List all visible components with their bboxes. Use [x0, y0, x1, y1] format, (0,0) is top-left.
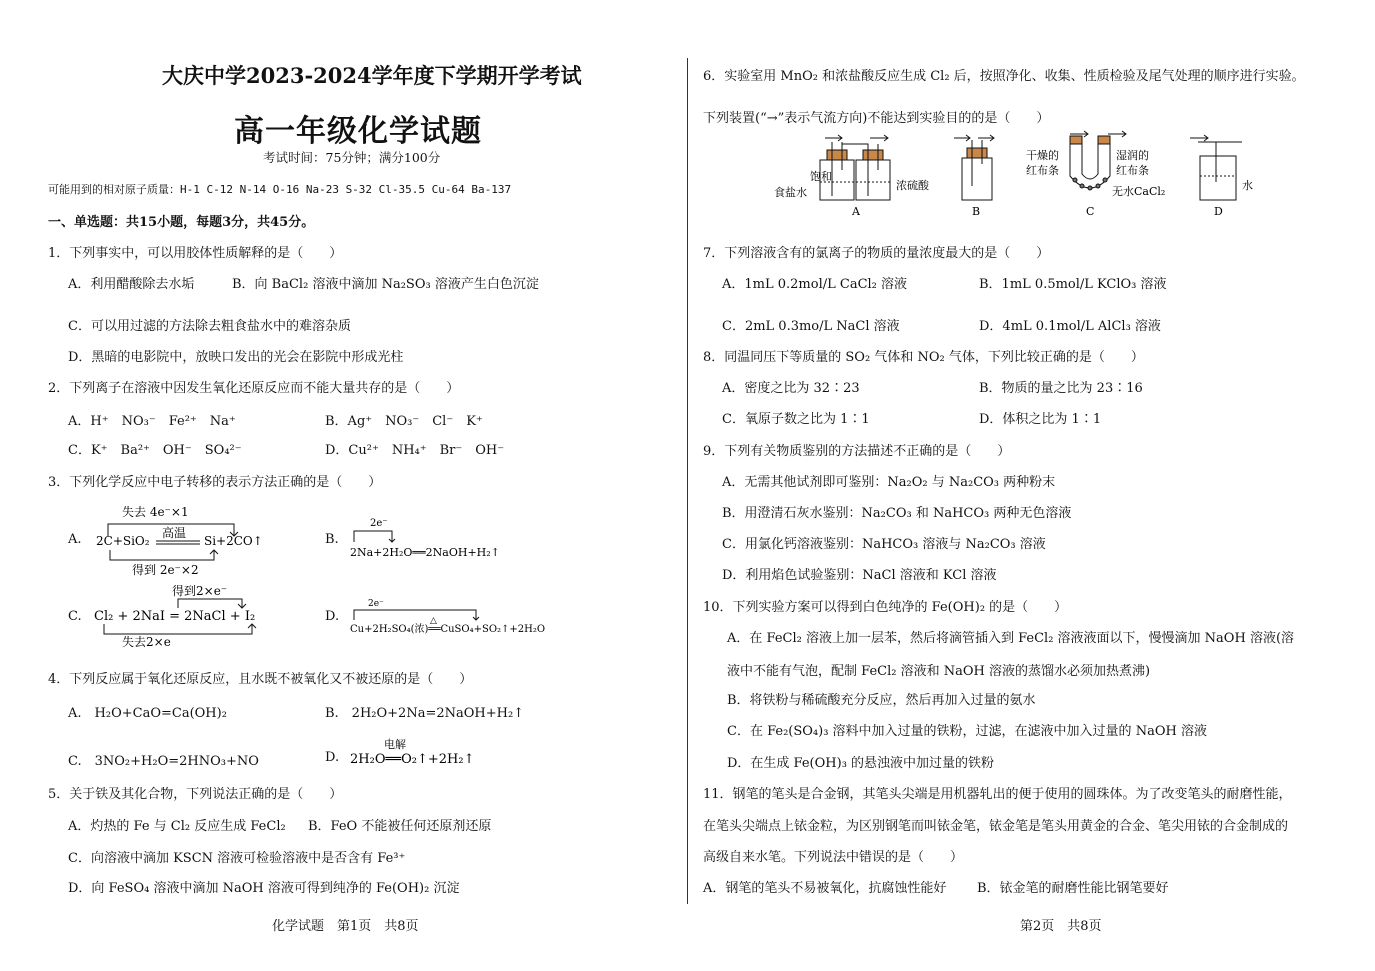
q3-b-equation: 2Na+2H₂O══2NaOH+H₂↑: [350, 546, 500, 559]
q3-stem: 3．下列化学反应中电子转移的表示方法正确的是（ ）: [48, 475, 382, 490]
q3-b-e-label: 2e⁻: [370, 518, 388, 529]
q6-c-label-3: 湿润的: [1116, 149, 1149, 162]
q3-a-cond: 高温: [162, 526, 187, 540]
q6-option-c: C: [1086, 205, 1095, 218]
q11-option-a: A．钢笔的笔头不易被氧化，抗腐蚀性能好: [703, 881, 947, 896]
q6-a-label-3: 浓硫酸: [896, 179, 929, 192]
q7-option-a: A．1mL 0.2mol/L CaCl₂ 溶液: [722, 277, 908, 292]
q11-line-2: 在笔头尖端点上铱金粒，为区别钢笔而叫铱金笔，铱金笔是笔头用黄金的合金、笔尖用铱的合金制成的: [703, 819, 1289, 834]
q6-stem: 6．实验室用 MnO₂ 和浓盐酸反应生成 Cl₂ 后，按照净化、收集、性质检验及尾气处理的顺序进行实验。: [703, 69, 1305, 84]
q4-option-a: A. H₂O+CaO=Ca(OH)₂: [68, 706, 227, 721]
q6-option-a: A: [852, 205, 860, 218]
q6-a-label-2: 食盐水: [774, 186, 807, 199]
q4-d-equation: 2H₂O══O₂↑+2H₂↑: [350, 752, 475, 767]
q2-option-d: D．Cu²⁺ NH₄⁺ Br⁻ OH⁻: [325, 443, 505, 458]
q2-stem: 2．下列离子在溶液中因发生氧化还原反应而不能大量共存的是（ ）: [48, 381, 460, 396]
q5-option-d: D．向 FeSO₄ 溶液中滴加 NaOH 溶液可得到纯净的 Fe(OH)₂ 沉淀: [68, 881, 460, 896]
q8-stem: 8．同温同压下等质量的 SO₂ 气体和 NO₂ 气体，下列比较正确的是（ ）: [703, 350, 1144, 365]
q8-option-a: A．密度之比为 32∶23: [722, 381, 860, 396]
q9-stem: 9．下列有关物质鉴别的方法描述不正确的是（ ）: [703, 444, 1011, 459]
q3-c-equation: Cl₂ + 2NaI = 2NaCl + I₂: [94, 609, 256, 624]
q11-line-3: 高级自来水笔。下列说法中错误的是（ ）: [703, 850, 964, 865]
q10-option-c: C．在 Fe₂(SO₄)₃ 溶料中加入过量的铁粉，过滤，在滤液中加入过量的 NaOH 溶液: [727, 724, 1207, 739]
q4-d-cond: 电解: [384, 738, 406, 751]
q5-option-a: A．灼热的 Fe 与 Cl₂ 反应生成 FeCl₂: [68, 819, 286, 834]
q3-d-cond: △: [430, 616, 437, 626]
q10-option-a-line-2: 液中不能有气泡，配制 FeCl₂ 溶液和 NaOH 溶液的蒸馏水必须加热煮沸): [727, 664, 1151, 679]
q1-option-b: B．向 BaCl₂ 溶液中滴加 Na₂SO₃ 溶液产生白色沉淀: [232, 277, 539, 292]
q3-option-b-label: B.: [325, 532, 339, 547]
q4-option-d-diagram: [348, 736, 508, 770]
q5-option-b: B．FeO 不能被任何还原剂还原: [308, 819, 492, 834]
q7-option-c: C．2mL 0.3mo/L NaCl 溶液: [722, 319, 900, 334]
q9-option-b: B．用澄清石灰水鉴别：Na₂CO₃ 和 NaHCO₃ 两种无色溶液: [722, 506, 1072, 521]
q3-a-eq-left: 2C+SiO₂: [96, 534, 150, 548]
q11-line-1: 11．钢笔的笔头是合金钢，其笔头尖端是用机器轧出的便于使用的圆珠体。为了改变笔头的耐磨性能，: [703, 787, 1292, 802]
section-heading: 一、单选题：共15小题，每题3分，共45分。: [48, 215, 315, 230]
q6-option-d: D: [1214, 205, 1223, 218]
q3-a-eq-right: Si+2CO↑: [204, 534, 263, 548]
q6-option-b: B: [972, 205, 981, 218]
q10-stem: 10．下列实验方案可以得到白色纯净的 Fe(OH)₂ 的是（ ）: [703, 600, 1068, 615]
q1-option-c: C．可以用过滤的方法除去粗食盐水中的难溶杂质: [68, 319, 351, 334]
page-divider: [687, 58, 688, 904]
q5-stem: 5．关于铁及其化合物，下列说法正确的是（ ）: [48, 787, 343, 802]
q6-stem-2: 下列装置(“→”表示气流方向)不能达到实验目的的是（ ）: [703, 111, 1050, 126]
q10-option-b: B．将铁粉与稀硫酸充分反应，然后再加入过量的氨水: [727, 693, 1036, 708]
school-title: 大庆中学2023-2024学年度下学期开学考试: [162, 63, 582, 88]
q3-option-b-diagram: [348, 514, 518, 564]
q6-d-label-1: 水: [1242, 179, 1253, 192]
q3-a-bottom-label: 得到 2e⁻×2: [132, 563, 199, 577]
q3-option-c-label: C.: [68, 609, 82, 624]
q3-d-equation: Cu+2H₂SO₄(浓)══CuSO₄+SO₂↑+2H₂O: [350, 624, 546, 635]
q11-option-b: B．铱金笔的耐磨性能比钢笔要好: [977, 881, 1169, 896]
q2-option-b: B．Ag⁺ NO₃⁻ Cl⁻ K⁺: [325, 414, 483, 429]
q1-option-a: A．利用醋酸除去水垢: [68, 277, 195, 292]
q7-option-d: D．4mL 0.1mol/L AlCl₃ 溶液: [979, 319, 1161, 334]
atomic-masses: 可能用到的相对原子质量：H-1 C-12 N-14 O-16 Na-23 S-32 Cl-35.5 Cu-64 Ba-137: [48, 183, 512, 196]
q9-option-a: A．无需其他试剂即可鉴别：Na₂O₂ 与 Na₂CO₃ 两种粉末: [722, 475, 1056, 490]
exam-info: 考试时间：75分钟；满分100分: [263, 150, 441, 165]
q8-option-d: D．体积之比为 1∶1: [979, 412, 1102, 427]
q3-option-c-diagram: [92, 582, 282, 648]
q3-d-e-label: 2e⁻: [368, 599, 384, 609]
q6-c-label-1: 干燥的: [1026, 149, 1059, 162]
q5-option-c: C．向溶液中滴加 KSCN 溶液可检验溶液中是否含有 Fe³⁺: [68, 851, 406, 866]
q10-option-d: D．在生成 Fe(OH)₃ 的悬浊液中加过量的铁粉: [727, 756, 995, 771]
q4-option-d-label: D.: [325, 750, 340, 765]
q9-option-d: D．利用焰色试验鉴别：NaCl 溶液和 KCl 溶液: [722, 568, 997, 583]
q4-option-c: C. 3NO₂+H₂O=2HNO₃+NO: [68, 754, 259, 769]
q1-stem: 1．下列事实中，可以用胶体性质解释的是（ ）: [48, 246, 343, 261]
q3-option-a-diagram: [92, 502, 282, 580]
q6-apparatus-diagram: [770, 130, 1270, 222]
q3-c-bottom-label: 失去2×e: [122, 635, 171, 648]
q2-option-a: A．H⁺ NO₃⁻ Fe²⁺ Na⁺: [68, 414, 236, 429]
footer-right: 第2页 共8页: [1020, 919, 1102, 934]
q10-option-a-line-1: A．在 FeCl₂ 溶液上加一层苯，然后将滴管插入到 FeCl₂ 溶液液面以下，慢慢滴加 NaOH 溶液(溶: [727, 631, 1295, 646]
q8-option-c: C．氧原子数之比为 1∶1: [722, 412, 870, 427]
exam-title: 高一年级化学试题: [234, 114, 482, 149]
q4-option-b: B. 2H₂O+2Na=2NaOH+H₂↑: [325, 706, 525, 721]
q7-option-b: B．1mL 0.5mol/L KClO₃ 溶液: [979, 277, 1167, 292]
q7-stem: 7．下列溶液含有的氯离子的物质的量浓度最大的是（ ）: [703, 246, 1050, 261]
q6-a-label-1: 饱和: [810, 170, 832, 183]
q6-apparatus-d: [1190, 135, 1242, 200]
q4-stem: 4．下列反应属于氧化还原反应，且水既不被氧化又不被还原的是（ ）: [48, 672, 473, 687]
q1-option-d: D．黑暗的电影院中，放映口发出的光会在影院中形成光柱: [68, 350, 404, 365]
q6-c-label-5: 无水CaCl₂: [1112, 185, 1166, 198]
footer-left: 化学试题 第1页 共8页: [272, 919, 419, 934]
q3-option-d-label: D.: [325, 609, 340, 624]
q9-option-c: C．用氯化钙溶液鉴别：NaHCO₃ 溶液与 Na₂CO₃ 溶液: [722, 537, 1046, 552]
q2-option-c: C．K⁺ Ba²⁺ OH⁻ SO₄²⁻: [68, 443, 242, 458]
q6-c-label-4: 红布条: [1116, 164, 1149, 177]
q8-option-b: B．物质的量之比为 23∶16: [979, 381, 1143, 396]
q3-a-top-label: 失去 4e⁻×1: [122, 505, 189, 519]
q6-apparatus-b: [954, 135, 994, 200]
q3-option-d-diagram: [348, 596, 558, 638]
q3-option-a-label: A.: [68, 532, 82, 547]
q3-c-top-label: 得到2×e⁻: [172, 584, 228, 598]
q6-c-label-2: 红布条: [1026, 164, 1059, 177]
q6-apparatus-a: [820, 135, 890, 200]
